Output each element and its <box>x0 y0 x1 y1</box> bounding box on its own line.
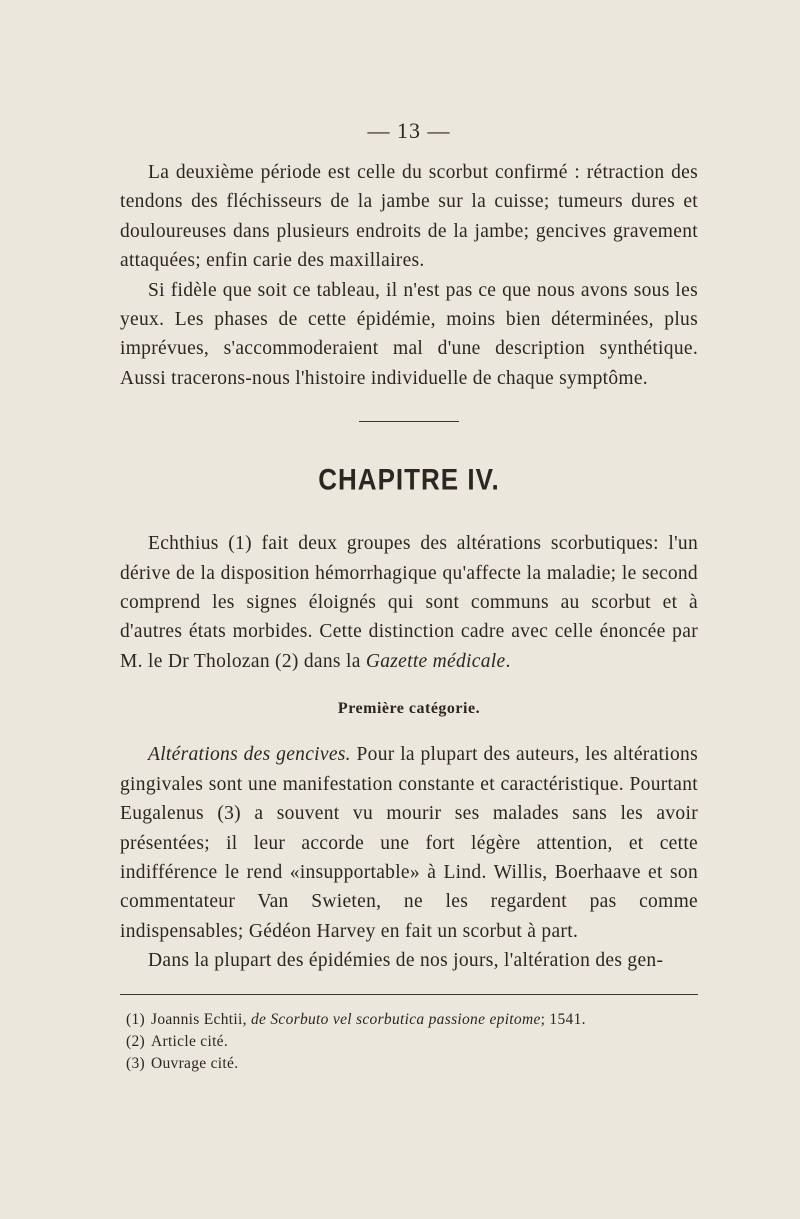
chapter-title: CHAPITRE IV. <box>318 461 500 497</box>
footnotes <box>120 1009 698 1075</box>
footnote-tail: ; 1541. <box>540 1010 586 1028</box>
footnote-number: (2) <box>126 1032 145 1050</box>
gencives-paragraph <box>120 740 698 946</box>
journal-title: Gazette médicale <box>365 650 506 672</box>
chapter-paragraph-end: . <box>505 650 511 672</box>
footnote-text: Article cité. <box>150 1032 229 1050</box>
gencives-text: Pour la plupart des auteurs, les altérations gingivales sont une manifestation constante et caractéristique. Pourtant Eugalenus (3) a souvent vu mourir ses malades sans les avoir présentées; il leur accorde une fort légère attention, et cette indifférence le rend «insupportable» à Lind. Willis, Boerhaave et son commentateur Van Swieten, ne les regardent pas comme indispensables; Gédéon Harvey en fait un scorbut à part. <box>120 744 698 942</box>
page-number: — 13 — <box>367 118 451 143</box>
chapter-paragraph-text: Echthius (1) fait deux groupes des altérations scorbutiques: l'un dérive de la disposition hémorrhagique qu'affecte la maladie; le second comprend les signes éloignés qui sont communs au scorbut et à d'autres états morbides. Cette distinction cadre avec celle énoncée par M. le Dr Tholozan (2) dans la <box>120 533 698 672</box>
footnote-number: (1) <box>126 1010 145 1028</box>
footnote-divider <box>120 994 698 995</box>
page-content <box>120 118 698 1075</box>
footnote-text: Joannis Echtii, <box>150 1010 251 1028</box>
footnote-3 <box>120 1053 698 1075</box>
footnote-number: (3) <box>126 1054 145 1072</box>
intro-paragraph-1: La deuxième période est celle du scorbut confirmé : rétraction des tendons des fléchisseurs de la jambe sur la cuisse; tumeurs dures et douloureuses dans plusieurs endroits de la jambe; gencives gravement attaquées; enfin carie des maxillaires. <box>120 162 698 272</box>
footnote-2 <box>120 1031 698 1053</box>
section-divider <box>359 421 459 422</box>
footnote-text: Ouvrage cité. <box>150 1054 239 1072</box>
footnote-italic: de Scorbuto vel scorbutica passione epitome <box>250 1010 541 1028</box>
intro-paragraph-2: Si fidèle que soit ce tableau, il n'est pas ce que nous avons sous les yeux. Les phases de cette épidémie, moins bien déterminées, plus imprévues, s'accommoderaient mal d'une description synthétique. Aussi tracerons-nous l'histoire individuelle de chaque symptôme. <box>120 279 698 389</box>
last-paragraph: Dans la plupart des épidémies de nos jours, l'altération des gen- <box>148 950 664 972</box>
gencives-lead: Altérations des gencives. <box>148 744 351 766</box>
footnote-1 <box>120 1009 698 1031</box>
chapter-paragraph <box>120 529 698 676</box>
category-title: Première catégorie. <box>337 700 481 718</box>
